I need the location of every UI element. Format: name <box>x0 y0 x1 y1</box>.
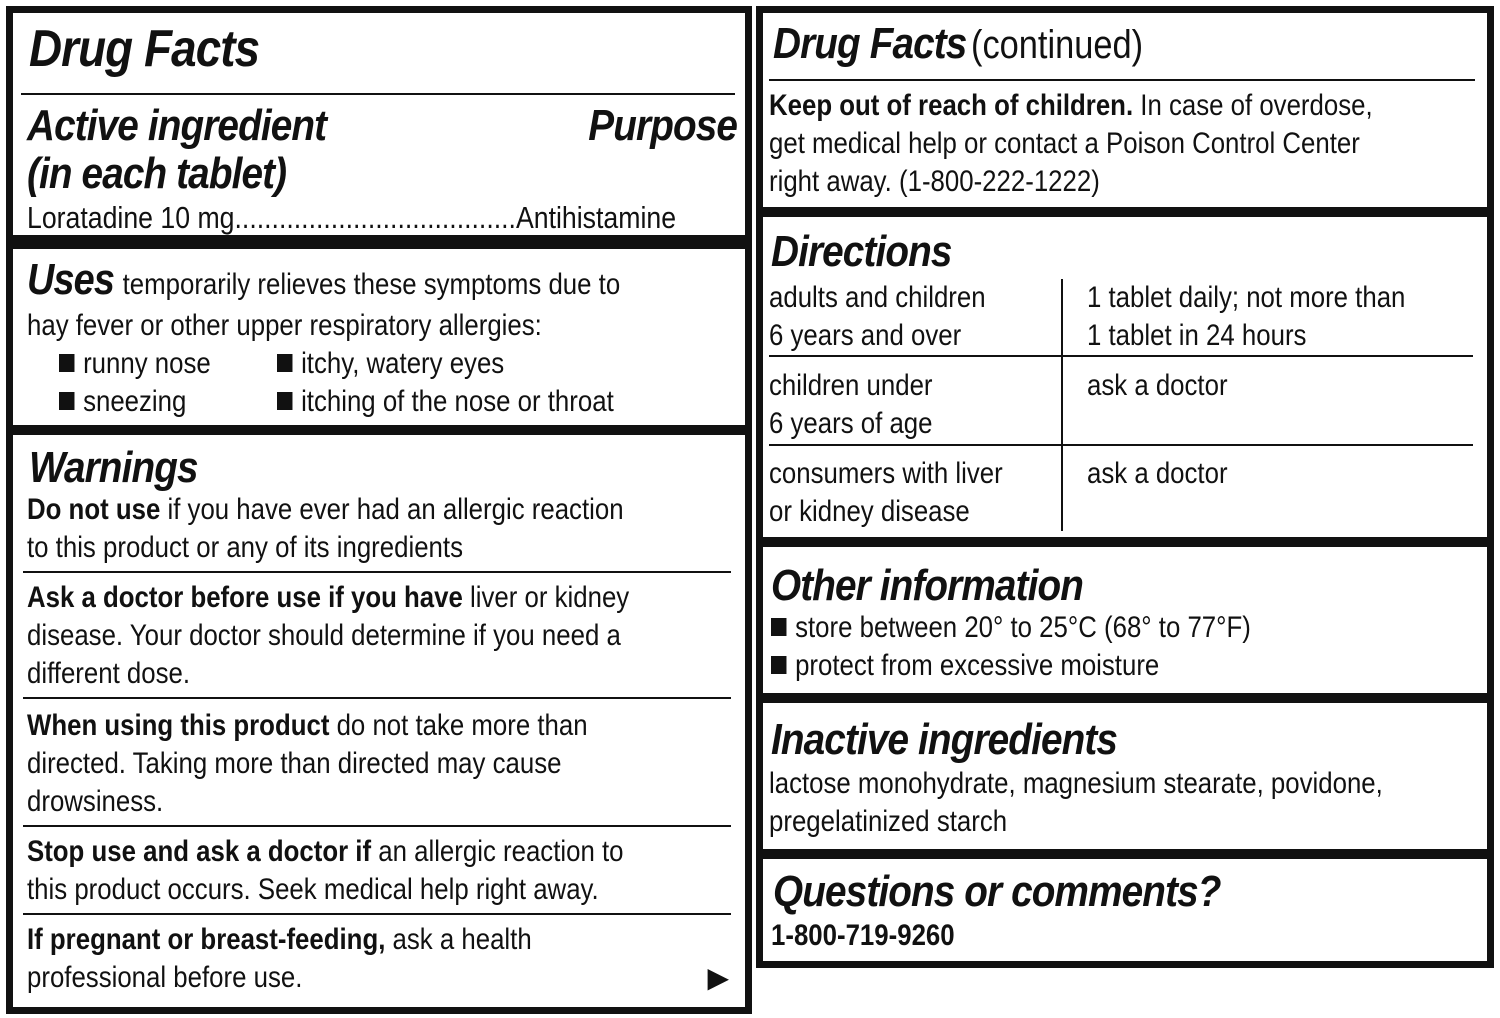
drug-facts-title: Drug Facts <box>29 20 260 78</box>
directions-who-row3-l2: or kidney disease <box>769 495 970 528</box>
directions-dose-row1-l2: 1 tablet in 24 hours <box>1087 319 1307 352</box>
uses-panel <box>6 242 752 432</box>
directions-row-divider <box>769 444 1473 446</box>
use-item-runny-nose: runny nose <box>59 345 211 384</box>
leader-dots: ...................................... <box>234 200 516 235</box>
warnings-divider <box>23 571 731 573</box>
keep-out-line1: Keep out of reach of children. In case of overdose, <box>769 89 1373 122</box>
warnings-heading: Warnings <box>29 443 198 492</box>
use-item-sneezing: sneezing <box>59 383 186 422</box>
when-using-line2: directed. Taking more than directed may cause <box>27 747 562 780</box>
keep-out-panel <box>756 6 1494 214</box>
questions-phone: 1-800-719-9260 <box>771 919 955 952</box>
when-using-line3: drowsiness. <box>27 785 164 818</box>
other-info-item-storage: store between 20° to 25°C (68° to 77°F) <box>771 609 1251 648</box>
uses-heading: Uses <box>27 255 115 304</box>
bullet-square-icon <box>59 392 74 410</box>
directions-dose-row1-l1: 1 tablet daily; not more than <box>1087 281 1406 314</box>
bullet-square-icon <box>771 618 786 636</box>
directions-who-row2-l2: 6 years of age <box>769 407 933 440</box>
purpose-heading: Purpose <box>588 101 737 150</box>
pregnant-line2: professional before use. <box>27 961 303 994</box>
bullet-square-icon <box>277 354 292 372</box>
continued-title-bold: Drug Facts <box>773 19 967 68</box>
pregnant-line1: If pregnant or breast-feeding, ask a health <box>27 923 532 956</box>
other-information-heading: Other information <box>771 561 1084 610</box>
directions-heading: Directions <box>771 227 952 276</box>
active-ingredient-heading: Active ingredient <box>27 101 327 150</box>
inactive-ingredients-heading: Inactive ingredients <box>771 715 1118 764</box>
active-ingredient-subheading: (in each tablet) <box>27 149 287 198</box>
ingredient-row <box>27 199 676 238</box>
inactive-ingredients-line1: lactose monohydrate, magnesium stearate, povidone, <box>769 767 1383 800</box>
bullet-square-icon <box>277 392 292 410</box>
when-using-line1: When using this product do not take more than <box>27 709 588 742</box>
purpose-heading-wrap <box>568 101 737 151</box>
ask-doctor-line3: different dose. <box>27 657 191 690</box>
keep-out-line2: get medical help or contact a Poison Control Center <box>769 127 1360 160</box>
warnings-panel <box>6 428 752 1014</box>
keep-out-line3: right away. (1-800-222-1222) <box>769 165 1100 198</box>
directions-panel <box>756 210 1494 544</box>
continue-arrow-icon: ▶ <box>707 962 729 993</box>
directions-who-row1-l2: 6 years and over <box>769 319 962 352</box>
ask-doctor-line1: Ask a doctor before use if you have liver or kidney <box>27 581 630 614</box>
stop-use-line2: this product occurs. Seek medical help right away. <box>27 873 599 906</box>
use-item-itchy-eyes: itchy, watery eyes <box>277 345 504 384</box>
inactive-ingredients-line2: pregelatinized starch <box>769 805 1008 838</box>
directions-dose-row2-l1: ask a doctor <box>1087 369 1228 402</box>
active-ingredient-panel <box>6 6 752 242</box>
directions-who-row2-l1: children under <box>769 369 933 402</box>
questions-panel <box>756 852 1494 968</box>
other-information-panel <box>756 540 1494 700</box>
ingredient-purpose: Antihistamine <box>515 200 677 235</box>
bullet-square-icon <box>771 656 786 674</box>
do-not-use-line1: Do not use if you have ever had an allergic reaction <box>27 493 624 526</box>
stop-use-line1: Stop use and ask a doctor if an allergic reaction to <box>27 835 624 868</box>
continued-title <box>773 19 1171 69</box>
uses-line2: hay fever or other upper respiratory allergies: <box>27 309 542 342</box>
other-info-item-moisture: protect from excessive moisture <box>771 647 1159 686</box>
warnings-divider <box>23 697 731 699</box>
do-not-use-line2: to this product or any of its ingredients <box>27 531 463 564</box>
directions-who-row3-l1: consumers with liver <box>769 457 1003 490</box>
warnings-divider <box>23 913 731 915</box>
bullet-square-icon <box>59 354 74 372</box>
ask-doctor-line2: disease. Your doctor should determine if you need a <box>27 619 621 652</box>
title-divider <box>21 93 735 95</box>
questions-heading: Questions or comments? <box>773 867 1221 916</box>
directions-column-divider <box>1061 279 1063 531</box>
ingredient-name: Loratadine 10 mg <box>27 200 235 235</box>
title-divider <box>769 79 1475 81</box>
directions-dose-row3-l1: ask a doctor <box>1087 457 1228 490</box>
uses-line1: Uses temporarily relieves these symptoms due to <box>27 255 621 304</box>
inactive-ingredients-panel <box>756 696 1494 856</box>
use-item-itching: itching of the nose or throat <box>277 383 614 422</box>
directions-who-row1-l1: adults and children <box>769 281 986 314</box>
continued-title-rest: (continued) <box>971 23 1144 67</box>
warnings-divider <box>23 825 731 827</box>
